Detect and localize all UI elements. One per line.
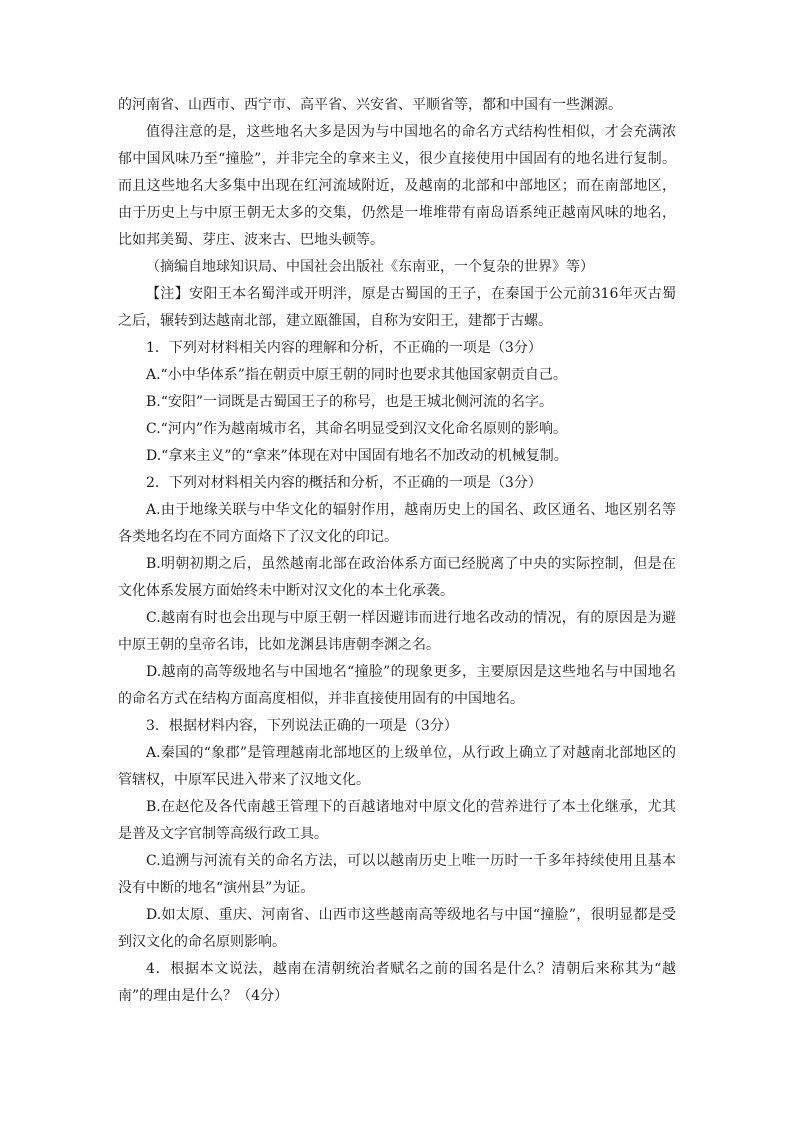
- paragraph-observation: 值得注意的是，这些地名大多是因为与中国地名的命名方式结构性相似，才会充满浓郁中国风味乃至“撞脸”，并非完全的拿来主义，很少直接使用中国固有的地名进行复制。而且这些地名大多集中出现在红河流域附近，及越南的北部和中部地区；而在南部地区，由于历史上与中原王朝无太多的交集，仍然是一堆堆带有南岛语系纯正越南风味的地名，比如邦美蜀、芽庄、波来古、巴地头顿等。: [118, 124, 676, 248]
- paragraph-continuation: 的河南省、山西市、西宁市、高平省、兴安省、平顺省等，都和中国有一些渊源。: [118, 97, 622, 113]
- question-1-option-d: D.“拿来主义”的“拿来”体现在对中国固有地名不加改动的机械复制。: [146, 448, 568, 464]
- document-body: [118, 92, 676, 1010]
- question-2-option-a: A.由于地缘关联与中华文化的辐射作用，越南历史上的国名、政区通名、地区别名等各类地名均在不同方面烙下了汉文化的印记。: [118, 502, 676, 545]
- question-2-option-c: C.越南有时也会出现与中原王朝一样因避讳而进行地名改动的情况，有的原因是为避中原王朝的皇帝名讳，比如龙渊县讳唐朝李渊之名。: [118, 610, 676, 653]
- source-citation: （摘编自地球知识局、中国社会出版社《东南亚，一个复杂的世界》等）: [146, 259, 594, 275]
- question-3-stem: 3．根据材料内容，下列说法正确的一项是（3分）: [146, 718, 458, 734]
- footnote: 【注】安阳王本名蜀泮或开明泮，原是古蜀国的王子，在秦国于公元前316年灭古蜀之后，辗转到达越南北部，建立瓯雒国，自称为安阳王，建都于古螺。: [118, 286, 676, 329]
- question-3-option-c: C.追溯与河流有关的命名方法，可以以越南历史上唯一历时一千多年持续使用且基本没有中断的地名“演州县”为证。: [118, 853, 676, 896]
- question-2-stem: 2．下列对材料相关内容的概括和分析，不正确的一项是（3分）: [146, 475, 542, 491]
- question-3-option-b: B.在赵佗及各代南越王管理下的百越诸地对中原文化的营养进行了本土化继承，尤其是普及文字官制等高级行政工具。: [118, 799, 676, 842]
- question-1-option-c: C.“河内”作为越南城市名，其命名明显受到汉文化命名原则的影响。: [146, 421, 567, 437]
- question-1-option-a: A.“小中华体系”指在朝贡中原王朝的同时也要求其他国家朝贡自己。: [146, 367, 567, 383]
- question-3-option-d: D.如太原、重庆、河南省、山西市这些越南高等级地名与中国“撞脸”，很明显都是受到汉文化的命名原则影响。: [118, 907, 676, 950]
- question-2-option-b: B.明朝初期之后，虽然越南北部在政治体系方面已经脱离了中央的实际控制，但是在文化体系发展方面始终未中断对汉文化的本土化承袭。: [118, 556, 676, 599]
- question-3-option-a: A.秦国的“象郡”是管理越南北部地区的上级单位，从行政上确立了对越南北部地区的管辖权，中原军民进入带来了汉地文化。: [118, 745, 676, 788]
- question-1-option-b: B.“安阳”一词既是古蜀国王子的称号，也是王城北侧河流的名字。: [146, 394, 554, 410]
- question-2-option-d: D.越南的高等级地名与中国地名“撞脸”的现象更多，主要原因是这些地名与中国地名的命名方式在结构方面高度相似，并非直接使用固有的中国地名。: [118, 664, 676, 707]
- question-4-stem: 4．根据本文说法，越南在清朝统治者赋名之前的国名是什么？清朝后来称其为“越南”的理由是什么？（4分）: [118, 961, 676, 1004]
- question-1-stem: 1．下列对材料相关内容的理解和分析，不正确的一项是（3分）: [146, 340, 542, 356]
